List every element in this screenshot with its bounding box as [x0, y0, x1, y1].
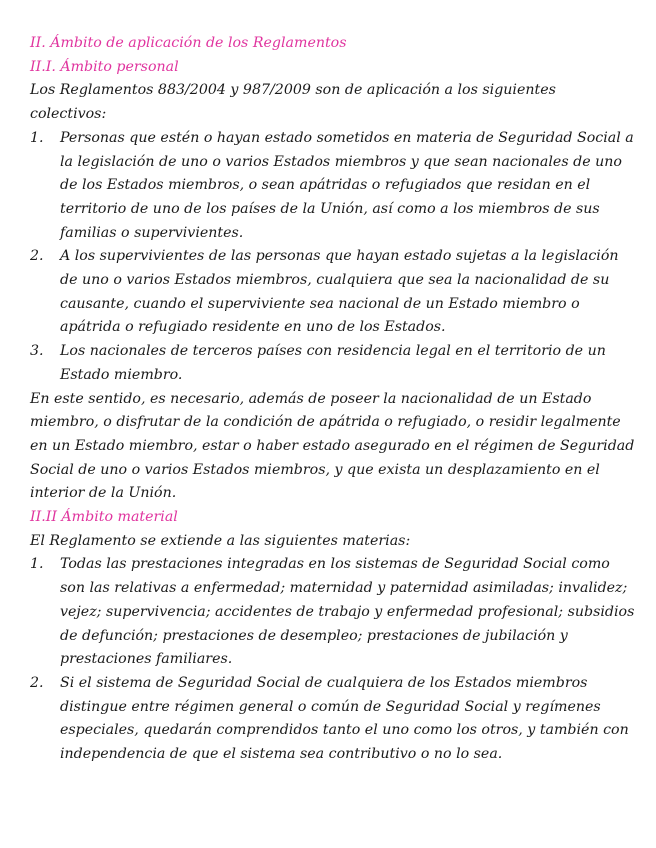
- list-item-number: 2.: [30, 248, 44, 265]
- list-item-number: 2.: [30, 674, 44, 691]
- material-scope-intro: El Reglamento se extiende a las siguientes materias:: [30, 532, 411, 549]
- personal-scope-intro: Los Reglamentos 883/2004 y 987/2009 son de aplicación a los siguientes colectivos:: [30, 82, 556, 123]
- list-item: [30, 340, 636, 387]
- list-item-number: 1.: [30, 556, 44, 573]
- list-item-number: 1.: [30, 129, 44, 146]
- material-scope-list: [30, 553, 636, 766]
- list-item-number: 3.: [30, 343, 44, 360]
- list-item: [30, 127, 636, 246]
- section-title: II. Ámbito de aplicación de los Reglamentos: [30, 35, 347, 51]
- personal-scope-title: II.I. Ámbito personal: [30, 58, 179, 75]
- list-item-text: A los supervivientes de las personas que hayan estado sujetas a la legislación de uno o varios Estados miembros, cualquiera que sea la nacionalidad de su causante, cuando el superviviente sea nacional de un Estado miembro o apátrida o refugiado residente en uno de los Estados.: [60, 248, 619, 336]
- list-item: [30, 245, 636, 340]
- list-item: [30, 553, 636, 672]
- list-item-text: Personas que estén o hayan estado sometidos en materia de Seguridad Social a la legislación de uno o varios Estados miembros y que sean nacionales de uno de los Estados miembros, o sean apátridas o refugiados que residan en el territorio de uno de los países de la Unión, así como a los miembros de sus familias o supervivientes.: [60, 129, 634, 241]
- document-page: [30, 32, 636, 767]
- material-scope-title: II.II Ámbito material: [30, 509, 178, 526]
- personal-scope-list: [30, 127, 636, 388]
- list-item: [30, 672, 636, 767]
- list-item-text: Si el sistema de Seguridad Social de cualquiera de los Estados miembros distingue entre régimen general o común de Seguridad Social y regímenes especiales, quedarán comprendidos tanto el uno como los otros, y también con independencia de que el sistema sea contributivo o no lo sea.: [60, 674, 629, 763]
- list-item-text: Todas las prestaciones integradas en los sistemas de Seguridad Social como son las relativas a enfermedad; maternidad y paternidad asimiladas; invalidez; vejez; supervivencia; accidentes de trabajo y enfermedad profesional; subsidios de defunción; prestaciones de desempleo; prestaciones de jubilación y prestaciones familiares.: [60, 556, 635, 668]
- list-item-text: Los nacionales de terceros países con residencia legal en el territorio de un Estado miembro.: [60, 343, 606, 383]
- personal-scope-closing: En este sentido, es necesario, además de poseer la nacionalidad de un Estado miembro, o disfrutar de la condición de apátrida o refugiado, o residir legalmente en un Estado miembro, estar o haber estado asegurado en el régimen de Seguridad Social de uno o varios Estados miembros, y que exista un desplazamiento en el interior de la Unión.: [30, 390, 635, 502]
